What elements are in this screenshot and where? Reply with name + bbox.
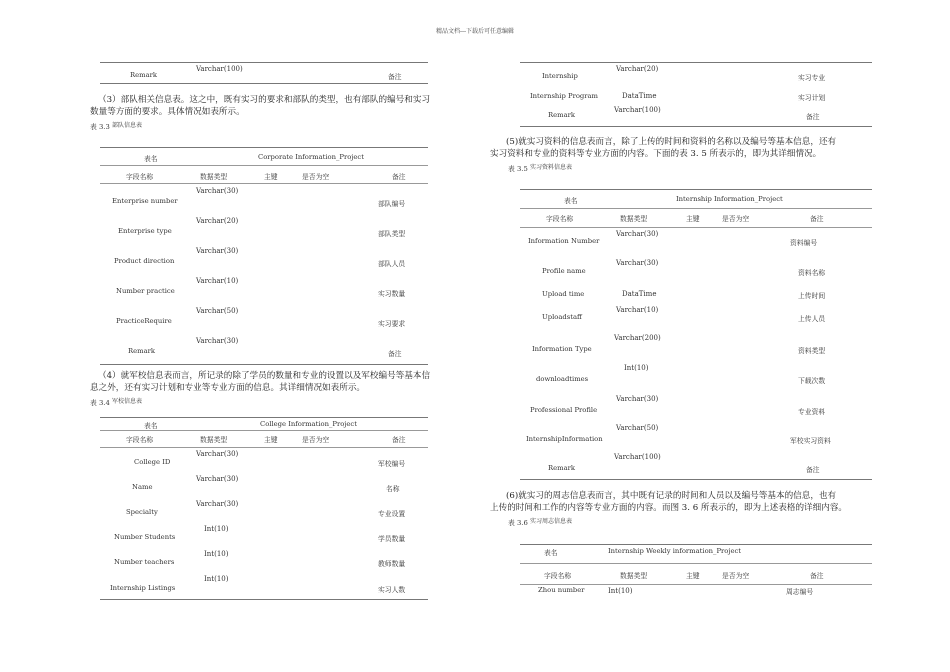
data-type: Varchar(30) <box>196 247 239 255</box>
header-pk: 主键 <box>264 173 278 181</box>
remark: 学员数量 <box>378 535 406 543</box>
data-type: DataTime <box>622 92 657 100</box>
field-name: Information Number <box>528 237 600 245</box>
field-name: Name <box>132 483 153 491</box>
data-type: Int(10) <box>204 550 229 558</box>
name-label: 表名 <box>144 422 158 430</box>
table-row <box>100 548 428 573</box>
table-name-row <box>520 190 872 209</box>
header-row <box>520 209 872 228</box>
field-name: Professional Profile <box>530 406 598 414</box>
table-caption <box>508 162 572 173</box>
para-line: （4）就军校信息表而言，所记录的除了学员的数量和专业的设置以及军校编号等基本信 <box>98 371 431 381</box>
data-type: Varchar(50) <box>616 424 659 432</box>
header-field: 字段名称 <box>126 436 154 444</box>
table-row <box>100 523 428 548</box>
field-name: Remark <box>548 111 576 119</box>
table-row <box>520 422 872 451</box>
field-name: Number teachers <box>114 558 175 566</box>
name-label: 表名 <box>144 155 158 163</box>
table-row <box>100 334 428 364</box>
remark: 实习要求 <box>378 320 406 328</box>
header-pk: 主键 <box>686 572 700 580</box>
data-type: Varchar(30) <box>196 337 239 345</box>
field-name: Internship <box>542 72 578 80</box>
remark: 备注 <box>806 113 820 121</box>
header-row <box>100 166 428 184</box>
table-name-row <box>520 545 872 564</box>
paragraph-6 <box>490 490 882 514</box>
caption-title: 实习资料信息表 <box>529 164 572 171</box>
header-remark: 备注 <box>392 173 406 181</box>
table-row <box>100 448 428 473</box>
remark: 资料类型 <box>798 347 826 355</box>
remark: 备注 <box>806 466 820 474</box>
caption-number: 表 3.3 <box>90 123 110 131</box>
field-name: Remark <box>548 464 576 472</box>
data-type: Varchar(20) <box>616 65 659 73</box>
table-3-3 <box>100 147 428 365</box>
table-row <box>520 304 872 331</box>
field-name: PracticeRequire <box>116 317 172 325</box>
table-row <box>520 451 872 479</box>
table-row <box>520 362 872 392</box>
field-name: Remark <box>128 347 156 355</box>
name-label: 表名 <box>544 549 558 557</box>
caption-number: 表 3.4 <box>90 399 110 407</box>
table-row <box>520 585 872 601</box>
table-row <box>100 573 428 599</box>
data-type: Varchar(30) <box>196 187 239 195</box>
remark: 部队类型 <box>378 230 406 238</box>
name-label: 表名 <box>564 197 578 205</box>
data-type: Varchar(100) <box>614 453 661 461</box>
header-remark: 备注 <box>392 436 406 444</box>
data-type: Varchar(30) <box>196 450 239 458</box>
remark: 周志编号 <box>786 588 814 596</box>
remark: 部队编号 <box>378 200 406 208</box>
table-row <box>520 63 872 86</box>
table-row <box>520 255 872 282</box>
data-type: Varchar(100) <box>614 106 661 114</box>
remark: 资料编号 <box>790 239 818 247</box>
header-row <box>520 564 872 585</box>
field-name: Enterprise type <box>118 227 172 235</box>
remark: 资料名称 <box>798 269 826 277</box>
header-remark: 备注 <box>810 572 824 580</box>
data-type: Int(10) <box>204 525 229 533</box>
field-name: downloadtimes <box>536 375 589 383</box>
remark: 备注 <box>388 73 402 81</box>
table-row <box>520 86 872 106</box>
caption-number: 表 3.6 <box>508 519 528 527</box>
remark: 专业设置 <box>378 510 406 518</box>
remark: 下载次数 <box>798 377 826 385</box>
caption-title: 军校信息表 <box>111 398 142 405</box>
data-type: Varchar(30) <box>196 500 239 508</box>
field-name: InternshipInformation <box>526 435 603 443</box>
data-type: Varchar(30) <box>616 259 659 267</box>
caption-title: 部队信息表 <box>111 122 142 129</box>
header-null: 是否为空 <box>302 173 330 181</box>
caption-title: 实习周志信息表 <box>529 518 572 525</box>
table-row <box>100 184 428 214</box>
data-type: Int(10) <box>204 575 229 583</box>
table-3-4 <box>100 417 428 600</box>
paragraph-4 <box>90 370 462 394</box>
remark: 上传人员 <box>798 315 826 323</box>
header-type: 数据类型 <box>200 173 228 181</box>
table-name-row <box>100 148 428 166</box>
table-row <box>100 473 428 498</box>
header-remark: 备注 <box>810 215 824 223</box>
prev-table-tail <box>520 62 872 127</box>
field-name: Zhou number <box>538 586 585 594</box>
table-row <box>100 304 428 334</box>
table-caption <box>508 516 572 527</box>
table-3-6 <box>520 544 872 601</box>
field-name: Internship Listings <box>110 584 176 592</box>
table-row <box>520 331 872 362</box>
data-type: Varchar(100) <box>196 65 243 73</box>
table-row <box>100 63 428 83</box>
field-name: Profile name <box>542 267 586 275</box>
table-row <box>520 106 872 126</box>
data-type: Varchar(30) <box>196 475 239 483</box>
data-type: DataTime <box>622 290 657 298</box>
para-line: 实习资料和专业的资料等专业方面的内容。下面的表 3. 5 所表示的，即为其详细情况。 <box>490 149 822 159</box>
remark: 实习数量 <box>378 290 406 298</box>
field-name: Information Type <box>532 345 592 353</box>
data-type: Varchar(50) <box>196 307 239 315</box>
remark: 军校实习资料 <box>790 437 831 445</box>
remark: 实习专业 <box>798 74 826 82</box>
para-line: 息之外，还有实习计划和专业等专业方面的信息。其详细情况如表所示。 <box>90 383 366 393</box>
field-name: Product direction <box>114 257 175 265</box>
header-field: 字段名称 <box>546 215 574 223</box>
remark: 教师数量 <box>378 560 406 568</box>
remark: 实习人数 <box>378 586 406 594</box>
header-pk: 主键 <box>264 436 278 444</box>
data-type: Varchar(200) <box>614 334 661 342</box>
remark: 上传时间 <box>798 292 826 300</box>
table-name-row <box>100 418 428 431</box>
table-name: Internship Information_Project <box>676 195 783 203</box>
field-name: Specialty <box>126 508 158 516</box>
remark: 备注 <box>388 350 402 358</box>
prev-table-tail <box>100 62 428 84</box>
table-caption <box>90 396 142 407</box>
field-name: Internship Program <box>530 92 599 100</box>
field-name: Remark <box>130 71 158 79</box>
header-pk: 主键 <box>686 215 700 223</box>
remark: 部队人员 <box>378 260 406 268</box>
data-type: Varchar(10) <box>616 306 659 314</box>
data-type: Varchar(20) <box>196 217 239 225</box>
data-type: Int(10) <box>608 587 633 595</box>
para-line: （3）部队相关信息表。这之中，既有实习的要求和部队的类型，也有部队的编号和实习 <box>98 95 431 105</box>
header-field: 字段名称 <box>544 572 572 580</box>
header-null: 是否为空 <box>302 436 330 444</box>
table-name: Internship Weekly information_Project <box>608 547 742 555</box>
table-name: Corporate Information_Project <box>258 153 364 161</box>
table-row <box>100 214 428 244</box>
field-name: College ID <box>134 458 171 466</box>
header-type: 数据类型 <box>620 215 648 223</box>
table-row <box>520 392 872 422</box>
header-type: 数据类型 <box>620 572 648 580</box>
paragraph-3 <box>90 94 462 118</box>
table-row <box>520 282 872 304</box>
table-row <box>100 498 428 523</box>
field-name: Uploadstaff <box>542 313 582 321</box>
field-name: Number practice <box>116 287 175 295</box>
table-row <box>520 228 872 255</box>
header-null: 是否为空 <box>722 215 750 223</box>
table-row <box>100 274 428 304</box>
table-row <box>100 244 428 274</box>
para-line: (5)就实习资料的信息表而言，除了上传的时间和资料的名称以及编号等基本信息，还有 <box>506 137 837 147</box>
data-type: Varchar(10) <box>196 277 239 285</box>
paragraph-5 <box>490 136 882 160</box>
page-header: 精品文档---下载后可任意编辑 <box>435 28 515 35</box>
data-type: Int(10) <box>624 364 649 372</box>
header-type: 数据类型 <box>200 436 228 444</box>
table-caption <box>90 120 142 131</box>
remark: 军校编号 <box>378 460 406 468</box>
field-name: Enterprise number <box>112 197 178 205</box>
header-row <box>100 431 428 448</box>
para-line: 数量等方面的要求。具体情况如表所示。 <box>90 107 245 117</box>
para-line: (6)就实习的周志信息表而言，其中既有记录的时间和人员以及编号等基本的信息，也有 <box>506 491 837 501</box>
field-name: Upload time <box>542 290 585 298</box>
table-3-5 <box>520 189 872 480</box>
field-name: Number Students <box>114 533 176 541</box>
data-type: Varchar(30) <box>616 230 659 238</box>
remark: 专业资料 <box>798 408 826 416</box>
header-null: 是否为空 <box>722 572 750 580</box>
para-line: 上传的时间和工作的内容等专业方面的内容。而图 3. 6 所表示的，即为上述表格的详细内容。 <box>490 503 848 513</box>
header-field: 字段名称 <box>126 173 154 181</box>
remark: 名称 <box>386 485 400 493</box>
remark: 实习计划 <box>798 94 826 102</box>
caption-number: 表 3.5 <box>508 165 528 173</box>
table-name: College Information_Project <box>260 420 357 428</box>
data-type: Varchar(30) <box>616 395 659 403</box>
